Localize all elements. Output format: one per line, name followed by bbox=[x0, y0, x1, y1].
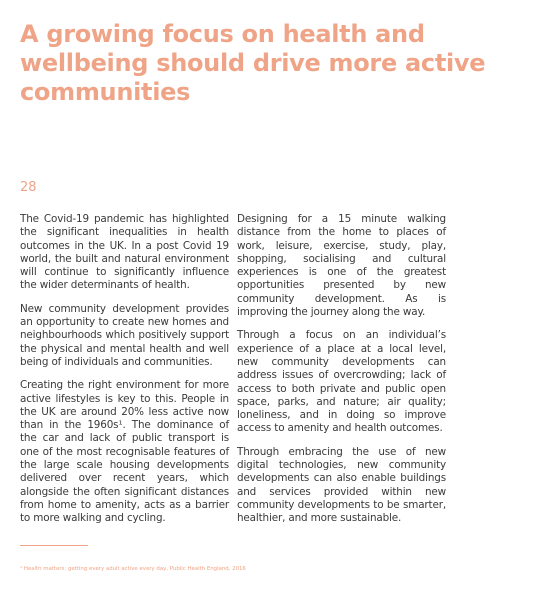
right-column bbox=[237, 213, 446, 536]
page-number: 28 bbox=[20, 180, 37, 195]
left-column bbox=[20, 213, 229, 536]
paragraph: Designing for a 15 minute walking distance from the home to places of work, leisure, exercise, study, play, shopping, socialising and cultural experiences is one of the greatest opportunities presented by new community development. As is improving the journey along the way. bbox=[237, 213, 446, 319]
paragraph: New community development provides an opportunity to create new homes and neighbourhoods which positively support the physical and mental health and well being of individuals and communities. bbox=[20, 302, 229, 368]
paragraph: The Covid-19 pandemic has highlighted the significant inequalities in health outcomes in the UK. In a post Covid 19 world, the built and natural environment will continue to significantly influence the wider determinants of health. bbox=[20, 213, 229, 292]
paragraph: Through a focus on an individual’s experience of a place at a local level, new community developments can address issues of overcrowding; lack of access to both private and public open space, parks, and nature; air quality; loneliness, and in doing so improve access to amenity and health outcomes. bbox=[237, 329, 446, 435]
paragraph: Creating the right environment for more active lifestyles is key to this. People in the UK are around 20% less active now than in the 1960s¹. The dominance of the car and lack of public transport is one of the most recognisable features of the large scale housing developments delivered over recent years, which alongside the often significant distances from home to amenity, acts as a barrier to more walking and cycling. bbox=[20, 379, 229, 525]
page-heading: A growing focus on health and wellbeing should drive more active communities bbox=[20, 20, 486, 106]
footnote: ¹ Health matters: getting every adult active every day, Public Health England, 2016 bbox=[20, 566, 246, 572]
paragraph: Through embracing the use of new digital technologies, new community developments can also enable buildings and services provided within new community developments to be smarter, healthier, and more sustainable. bbox=[237, 445, 446, 525]
footnote-divider bbox=[20, 545, 88, 546]
